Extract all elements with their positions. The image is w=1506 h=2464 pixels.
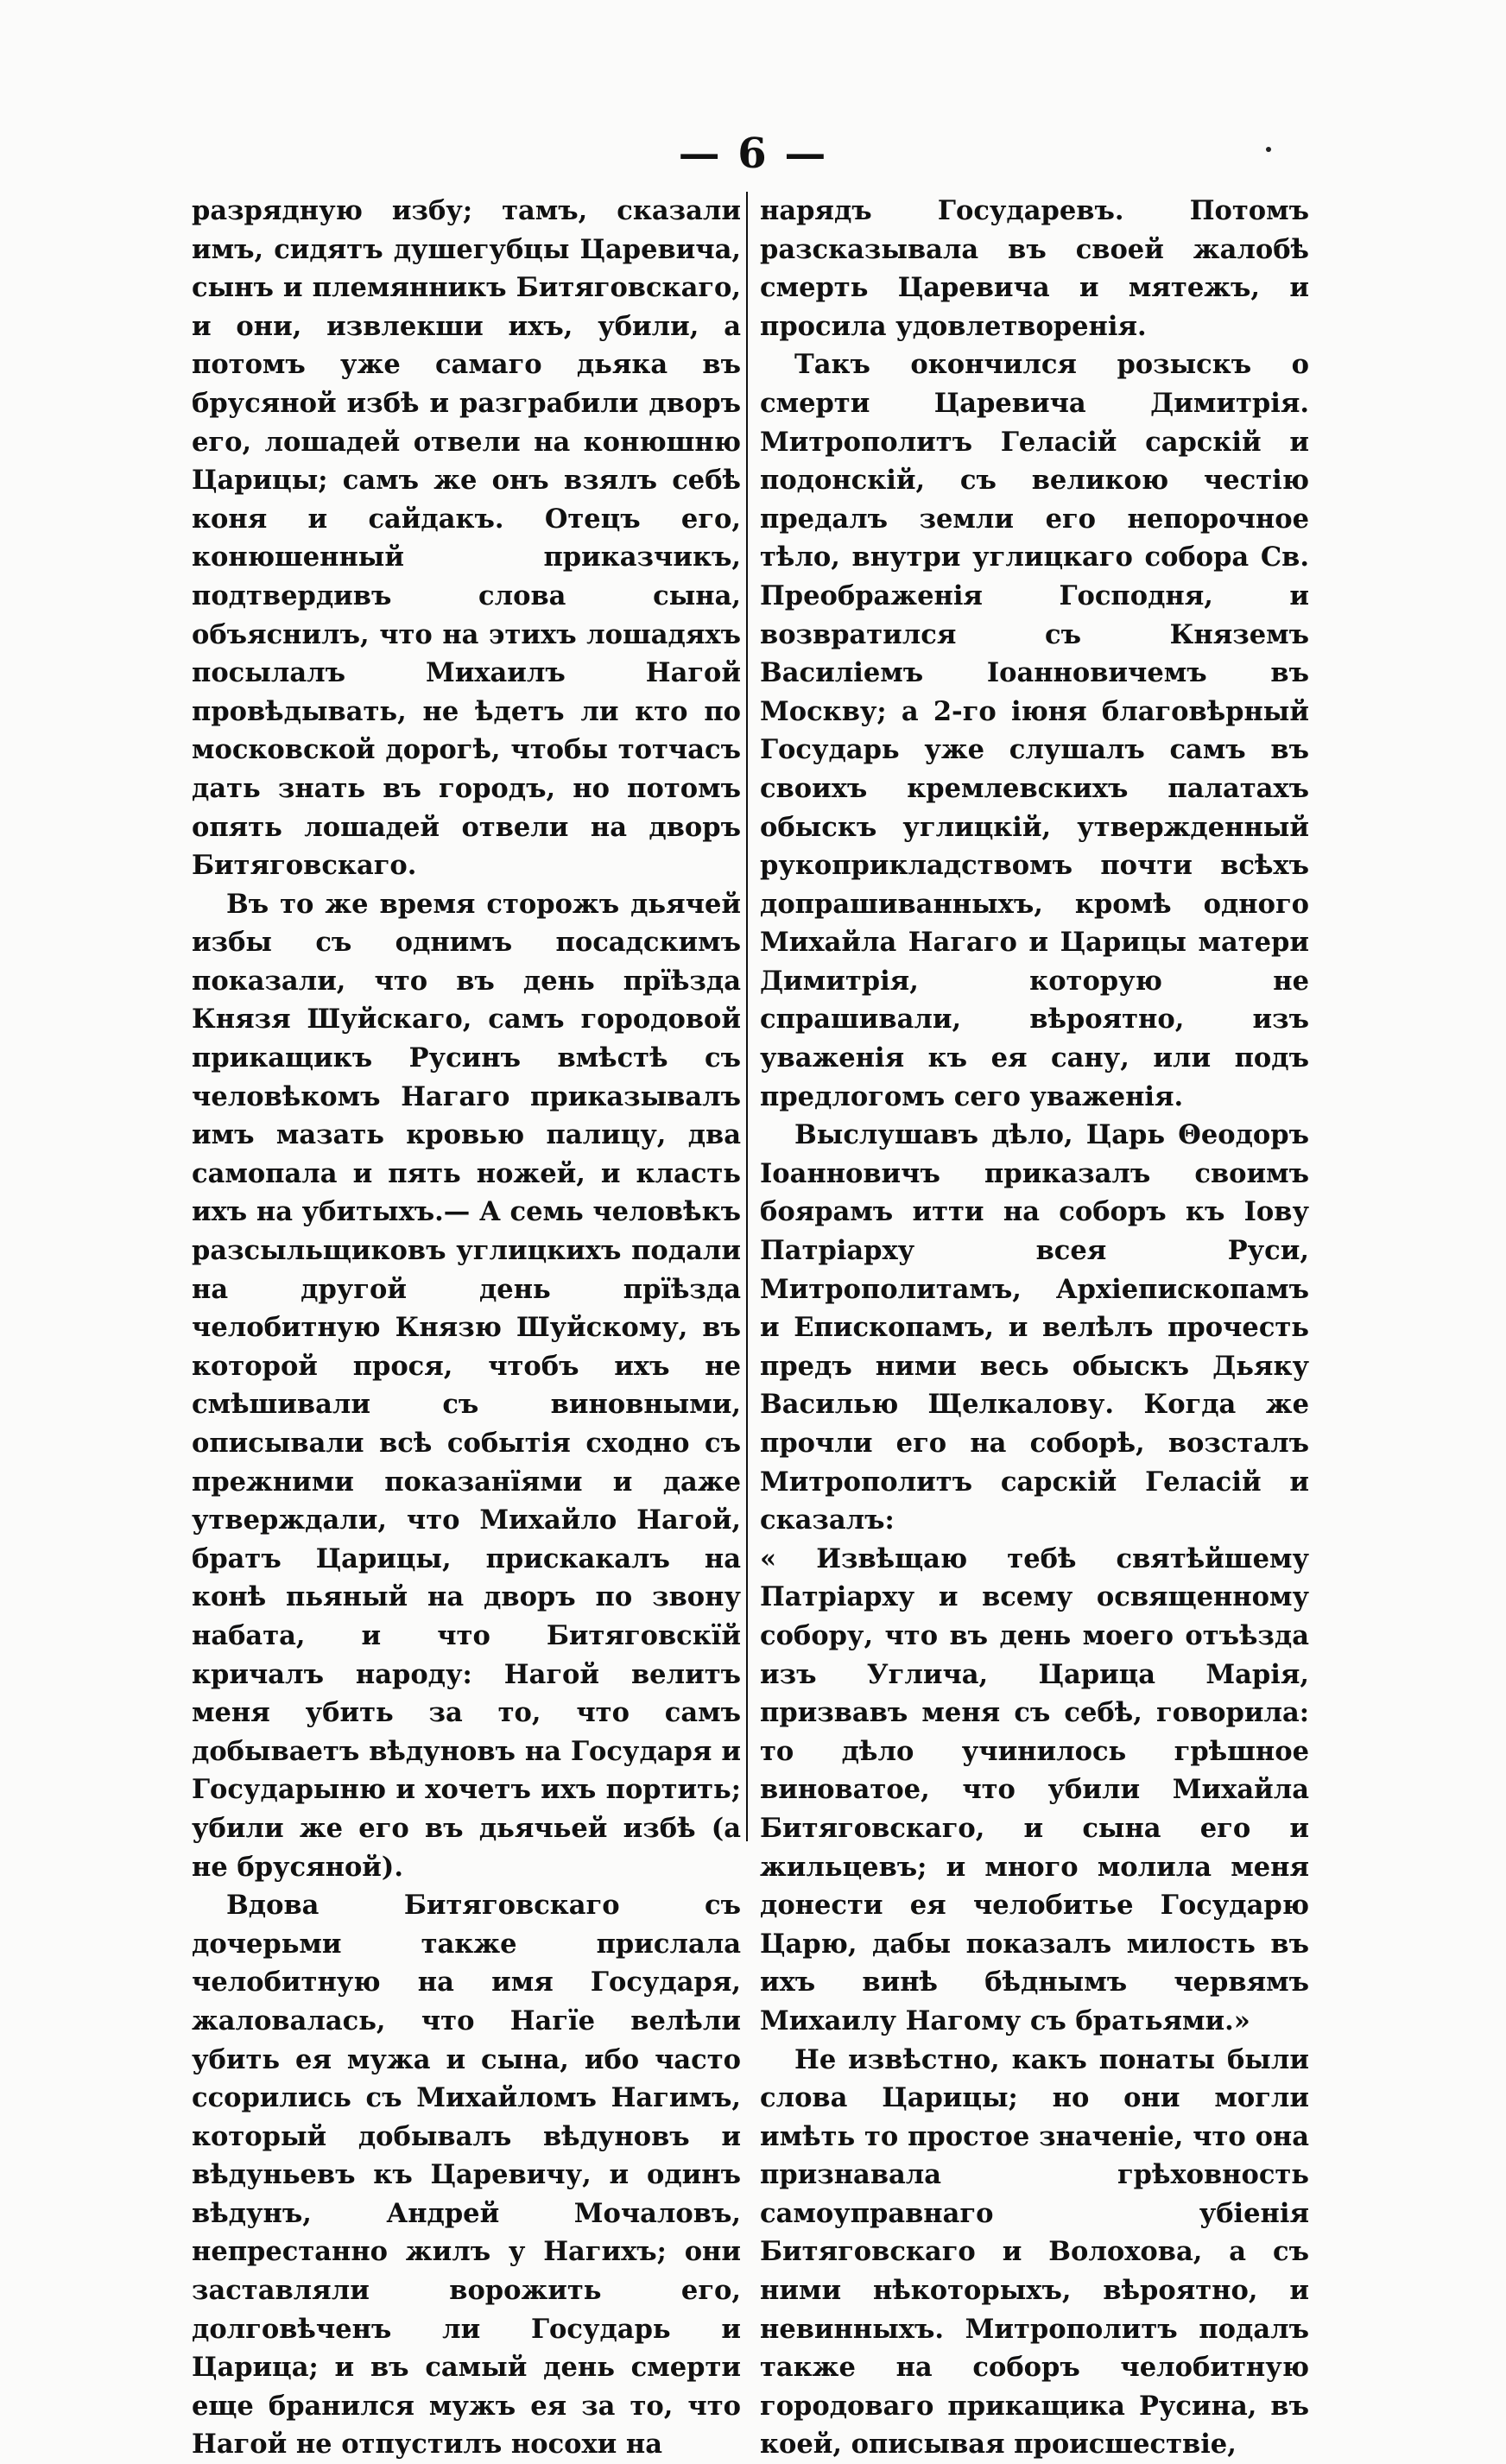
right-paragraph-5: Не извѣстно, какъ понаты были слова Царицы; но они могли имѣть то простое значеніе, что она признавала грѣховность самоуправнаго убіенія Битяговскаго и Волохова, а съ ними нѣкоторыхъ, вѣроятно, и невинныхъ. Митрополитъ подалъ также на соборъ челобитную городоваго прикащика Русина, въ коей, описывая происшествіе, (760, 2041, 1309, 2464)
right-paragraph-2: Такъ окончился розыскъ о смерти Царевича Димитрія. Митрополитъ Геласій сарскій и подонскій, съ великою честію предалъ земли его непорочное тѣло, внутри углицкаго собора Св. Преображенія Господня, и возвратился съ Княземъ Василіемъ Іоанновичемъ въ Москву; а 2-го іюня благовѣрный Государь уже слушалъ самъ въ своихъ кремлевскихъ палатахъ обыскъ углицкій, утвержденный рукоприкладствомъ почти всѣхъ допрашиванныхъ, кромѣ одного Михайла Нагаго и Царицы матери Димитрія, которую не спрашивали, вѣроятно, изъ уваженія къ ея сану, или подъ предлогомъ сего уваженія. (760, 345, 1309, 1116)
left-column (192, 192, 741, 2464)
right-paragraph-1: нарядъ Государевъ. Потомъ разсказывала въ своей жалобѣ смерть Царевича и мятежъ, и просила удовлетворенія. (760, 192, 1309, 345)
column-divider (746, 192, 748, 1841)
left-paragraph-2: Въ то же время сторожъ дьячей избы съ однимъ посадскимъ показали, что въ день прїѣзда Князя Шуйскаго, самъ городовой прикащикъ Русинъ вмѣстѣ съ человѣкомъ Нагаго приказывалъ имъ мазать кровью палицу, два самопала и пять ножей, и класть ихъ на убитыхъ.— А семь человѣкъ разсыльщиковъ углицкихъ подали на другой день прїѣзда челобитную Князю Шуйскому, въ которой прося, чтобъ ихъ не смѣшивали съ виновными, описывали всѣ событія сходно съ прежними показанїями и даже утверждали, что Михайло Нагой, братъ Царицы, прискакалъ на конѣ пьяный на дворъ по звону набата, и что Битяговскїй кричалъ народу: Нагой велитъ меня убить за то, что самъ добываетъ вѣдуновъ на Государя и Государыню и хочетъ ихъ портить; убили же его въ дьячьей избѣ (а не брусяной). (192, 885, 741, 1886)
left-paragraph-3: Вдова Битяговскаго съ дочерьми также прислала челобитную на имя Государя, жаловалась, что Нагїе велѣли убить ея мужа и сына, ибо часто ссорились съ Михайломъ Нагимъ, который добывалъ вѣдуновъ и вѣдуньевъ къ Царевичу, и одинъ вѣдунъ, Андрей Мочаловъ, непрестанно жилъ у Нагихъ; они заставляли ворожить его, долговѣченъ ли Государь и Царица; и въ самый день смерти еще бранился мужъ ея за то, что Нагой не отпустилъ носохи на (192, 1886, 741, 2464)
right-paragraph-3: Выслушавъ дѣло, Царь Θеодоръ Іоанновичъ приказалъ своимъ боярамъ итти на соборъ къ Іову Патріарху всея Руси, Митрополитамъ, Архіепископамъ и Епископамъ, и велѣлъ прочесть предъ ними весь обыскъ Дьяку Василью Щелкалову. Когда же прочли его на соборѣ, возсталъ Митрополитъ сарскій Геласій и сказалъ: (760, 1116, 1309, 1540)
right-column (760, 192, 1309, 2464)
page-number: — 6 — (0, 130, 1506, 178)
right-paragraph-4: « Извѣщаю тебѣ святѣйшему Патріарху и всему освященному собору, что въ день моего отъѣзда изъ Углича, Царица Марія, призвавъ меня съ себѣ, говорила: то дѣло учинилось грѣшное виноватое, что убили Михайла Битяговскаго, и сына его и жильцевъ; и много молила меня донести ея челобитье Государю Царю, дабы показалъ милость въ ихъ винѣ бѣднымъ червямъ Михаилу Нагому съ братьями.» (760, 1540, 1309, 2041)
left-paragraph-1: разрядную избу; тамъ, сказали имъ, сидятъ душегубцы Царевича, сынъ и племянникъ Битяговскаго, и они, извлекши ихъ, убили, а потомъ уже самаго дьяка въ брусяной избѣ и разграбили дворъ его, лошадей отвели на конюшню Царицы; самъ же онъ взялъ себѣ коня и сайдакъ. Отецъ его, конюшенный приказчикъ, подтвердивъ слова сына, объяснилъ, что на этихъ лошадяхъ посылалъ Михаилъ Нагой провѣдывать, не ѣдетъ ли кто по московской дорогѣ, чтобы тотчасъ дать знать въ городъ, но потомъ опять лошадей отвели на дворъ Битяговскаго. (192, 192, 741, 885)
edge-mark (1266, 147, 1271, 152)
